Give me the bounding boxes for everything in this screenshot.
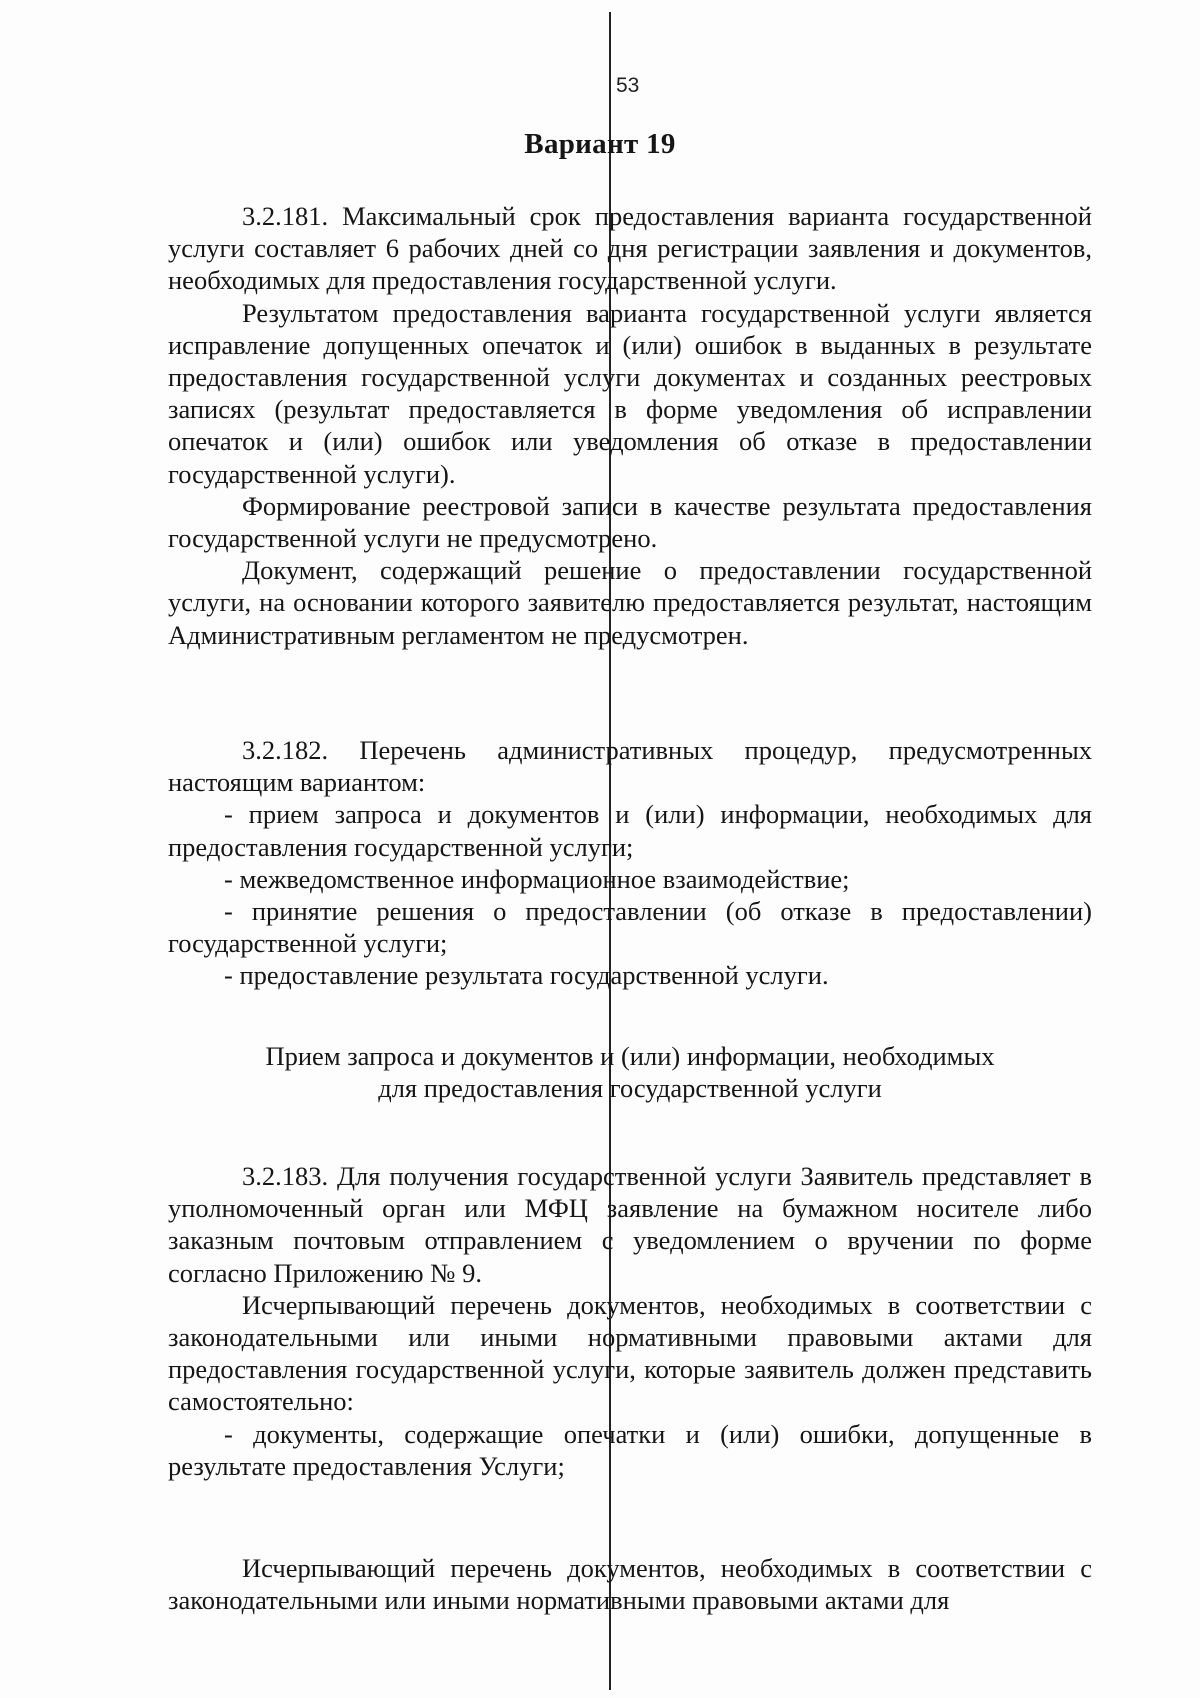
paragraph: Исчерпывающий перечень документов, необходимых в соответствии с законодательными или иными нормативными правовыми актами для [168, 1553, 1092, 1616]
section-3-2-183-continued [168, 1552, 1092, 1616]
paragraph: Формирование реестровой записи в качестве результата предоставления государственной услуги не предусмотрено. [168, 490, 1092, 554]
paragraph: 3.2.181. Максимальный срок предоставления варианта государственной услуги составляет 6 рабочих дней со дня регистрации заявления и документов, необходимых для предоставления государственной услуги. [168, 201, 1092, 296]
paragraph: 3.2.182. Перечень административных процедур, предусмотренных настоящим вариантом: [168, 735, 1092, 798]
page-number: 53 [616, 74, 640, 97]
list-item: - документы, содержащие опечатки и (или) ошибки, допущенные в результате предоставления Услуги; [168, 1418, 1092, 1481]
paragraph: Исчерпывающий перечень документов, необходимых в соответствии с законодательными или иными нормативными правовыми актами для предоставления государственной услуги, которые заявитель должен представить самостоятельно: [168, 1289, 1092, 1417]
list-item: - прием запроса и документов и (или) информации, необходимых для предоставления государственной услуги; [168, 799, 1092, 862]
list-item: - предоставление результата государственной услуги. [224, 960, 829, 991]
page-title: Вариант 19 [524, 128, 676, 160]
paragraph: 3.2.183. Для получения государственной услуги Заявитель представляет в уполномоченный орган или МФЦ заявление на бумажном носителе либо заказным почтовым отправлением с уведомлением о вручении по форме согласно Приложению № 9. [168, 1161, 1092, 1288]
list-item: - межведомственное информационное взаимодействие; [224, 863, 850, 894]
paragraph: Документ, содержащий решение о предоставлении государственной услуги, на основании которого заявителю предоставляется результат, настоящим Административным регламентом не предусмотрен. [168, 555, 1092, 650]
section-3-2-182 [168, 734, 1092, 992]
list-item: - принятие решения о предоставлении (об отказе в предоставлении) государственной услуги; [168, 896, 1092, 959]
paragraph: Результатом предоставления варианта государственной услуги является исправление допущенных опечаток и (или) ошибок в выданных в результате предоставления государственной услуги документах и созданных реестровых записях (результат предоставляется в форме уведомления об исправлении опечаток и (или) ошибок или уведомления об отказе в предоставлении государственной услуги). [168, 297, 1092, 489]
section-3-2-181 [168, 200, 1092, 651]
section-3-2-183 [168, 1160, 1092, 1482]
section-subheading [168, 1040, 1092, 1104]
subheading-line: для предоставления государственной услуги [378, 1073, 882, 1104]
subheading-line: Прием запроса и документов и (или) информации, необходимых [265, 1041, 995, 1071]
